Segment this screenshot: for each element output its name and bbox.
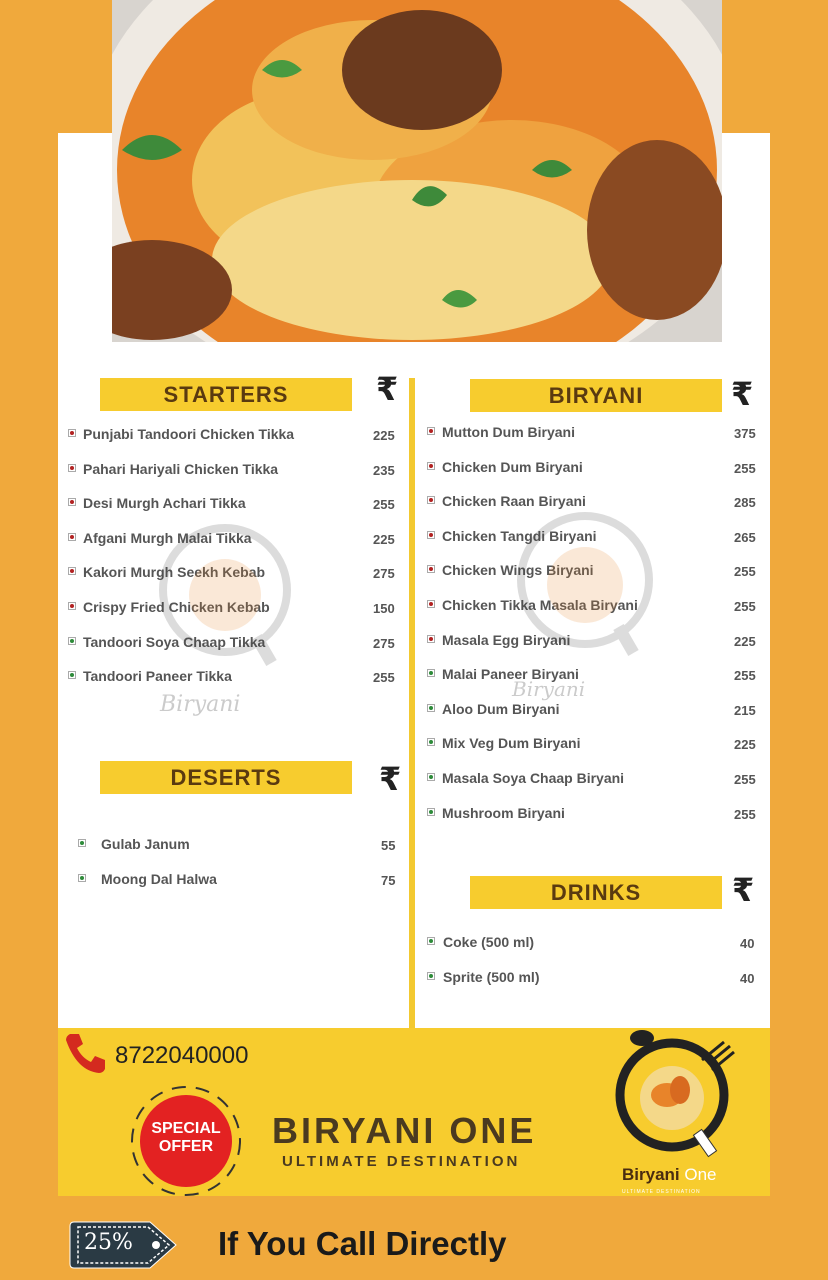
- menu-item-name: Chicken Raan Biryani: [442, 493, 586, 510]
- menu-item-price: 225: [734, 737, 756, 753]
- menu-item-price: 255: [373, 670, 395, 686]
- nonveg-mark-icon: [427, 496, 435, 504]
- menu-item-name: Gulab Janum: [101, 836, 190, 852]
- menu-item-name: Chicken Tangdi Biryani: [442, 527, 597, 544]
- menu-item-name: Afgani Murgh Malai Tikka: [83, 529, 252, 546]
- veg-mark-icon: [427, 972, 435, 980]
- menu-item-price: 55: [381, 838, 396, 853]
- veg-mark-icon: [427, 738, 435, 746]
- menu-item-name: Masala Egg Biryani: [442, 631, 571, 648]
- logo-text-2: One: [679, 1165, 717, 1184]
- menu-item-price: 150: [373, 601, 395, 616]
- logo-subtext: ULTIMATE DESTINATION: [622, 1189, 701, 1195]
- nonveg-mark-icon: [427, 531, 435, 539]
- logo-text-1: Biryani: [622, 1165, 680, 1184]
- veg-mark-icon: [427, 937, 435, 945]
- menu-item-name: Malai Paneer Biryani: [442, 666, 579, 683]
- call-directly-text: If You Call Directly: [218, 1225, 507, 1262]
- menu-item-price: 255: [734, 460, 756, 476]
- nonveg-mark-icon: [68, 602, 76, 610]
- discount-value: 25%: [84, 1230, 133, 1255]
- veg-mark-icon: [427, 704, 435, 712]
- menu-item-price: 255: [734, 564, 756, 580]
- menu-item-name: Mix Veg Dum Biryani: [442, 735, 581, 752]
- biryani-menu-item: [427, 770, 774, 790]
- biryani-hero-image: [112, 0, 722, 342]
- menu-item-name: Chicken Wings Biryani: [442, 562, 594, 579]
- special-offer-text: [130, 1120, 242, 1156]
- menu-item-name: Crispy Fried Chicken Kebab: [83, 599, 270, 615]
- nonveg-mark-icon: [68, 498, 76, 506]
- offer-label-1: SPECIAL: [151, 1120, 221, 1137]
- biryani-menu-item: [427, 735, 774, 755]
- biryani-heading: BIRYANI: [470, 379, 722, 412]
- deserts-rupee-icon: ₹: [379, 761, 402, 797]
- drinks-menu-item: [427, 969, 780, 989]
- veg-mark-icon: [427, 773, 435, 781]
- menu-item-name: Pahari Hariyali Chicken Tikka: [83, 460, 279, 477]
- menu-item-price: 255: [373, 497, 395, 513]
- veg-mark-icon: [78, 839, 86, 847]
- starters-rupee-icon: ₹: [376, 371, 399, 407]
- biryani-menu-item: [427, 666, 774, 686]
- starters-menu-item: [68, 495, 413, 515]
- menu-item-price: 235: [373, 462, 395, 478]
- menu-item-name: Desi Murgh Achari Tikka: [83, 495, 246, 512]
- starters-heading: STARTERS: [100, 378, 352, 411]
- nonveg-mark-icon: [427, 462, 435, 470]
- menu-item-price: 40: [740, 936, 755, 951]
- phone-number[interactable]: 8722040000: [115, 1042, 249, 1069]
- menu-item-price: 275: [373, 635, 395, 651]
- drinks-menu-item: [427, 934, 780, 954]
- menu-item-name: Chicken Tikka Masala Biryani: [442, 597, 638, 613]
- watermark-logo-left: [150, 515, 300, 680]
- drinks-rupee-icon: ₹: [732, 872, 755, 908]
- menu-item-price: 75: [381, 873, 396, 888]
- menu-item-price: 265: [734, 529, 756, 545]
- biryani-menu-item: [427, 459, 774, 479]
- starters-menu-item: [68, 426, 413, 446]
- nonveg-mark-icon: [68, 533, 76, 541]
- veg-mark-icon: [68, 637, 76, 645]
- nonveg-mark-icon: [68, 429, 76, 437]
- menu-item-name: Mutton Dum Biryani: [442, 424, 575, 440]
- menu-item-name: Punjabi Tandoori Chicken Tikka: [83, 426, 295, 442]
- nonveg-mark-icon: [427, 635, 435, 643]
- watermark-logo-right: [505, 500, 665, 665]
- nonveg-mark-icon: [427, 427, 435, 435]
- veg-mark-icon: [68, 671, 76, 679]
- veg-mark-icon: [78, 874, 86, 882]
- deserts-menu-item: [78, 871, 421, 891]
- veg-mark-icon: [427, 669, 435, 677]
- menu-item-name: Moong Dal Halwa: [101, 871, 217, 887]
- menu-item-price: 255: [734, 599, 756, 614]
- watermark-text-right: Biryani: [512, 677, 586, 701]
- nonveg-mark-icon: [427, 600, 435, 608]
- menu-item-name: Coke (500 ml): [443, 934, 535, 950]
- menu-item-price: 275: [373, 566, 395, 582]
- nonveg-mark-icon: [68, 567, 76, 575]
- menu-item-price: 225: [373, 428, 395, 443]
- biryani-menu-item: [427, 424, 774, 444]
- biryani-rupee-icon: ₹: [731, 376, 754, 412]
- deserts-heading: DESERTS: [100, 761, 352, 794]
- menu-item-name: Sprite (500 ml): [443, 969, 540, 985]
- menu-item-name: Tandoori Paneer Tikka: [83, 668, 232, 685]
- menu-item-price: 40: [740, 971, 755, 986]
- veg-mark-icon: [427, 808, 435, 816]
- menu-item-price: 225: [373, 531, 395, 547]
- menu-item-name: Masala Soya Chaap Biryani: [442, 770, 625, 786]
- menu-item-name: Aloo Dum Biryani: [442, 700, 560, 717]
- offer-label-2: OFFER: [158, 1138, 214, 1155]
- drinks-heading: DRINKS: [470, 876, 722, 909]
- biryani-menu-item: [427, 701, 774, 721]
- phone-icon: [62, 1030, 106, 1079]
- menu-item-price: 225: [734, 633, 756, 649]
- watermark-text-left: Biryani: [160, 692, 241, 717]
- menu-item-price: 215: [734, 702, 756, 718]
- biryani-one-logo: [612, 1030, 742, 1170]
- menu-item-name: Chicken Dum Biryani: [442, 458, 583, 475]
- menu-item-name: Kakori Murgh Seekh Kebab: [83, 564, 266, 581]
- deserts-menu-item: [78, 836, 421, 856]
- logo-text: [622, 1165, 717, 1185]
- nonveg-mark-icon: [68, 464, 76, 472]
- brand-name: BIRYANI ONE: [272, 1110, 537, 1151]
- menu-item-price: 255: [734, 806, 756, 822]
- menu-item-price: 375: [734, 426, 756, 441]
- nonveg-mark-icon: [427, 565, 435, 573]
- menu-item-price: 255: [734, 668, 756, 684]
- menu-item-price: 255: [734, 772, 756, 787]
- brand-tagline: ULTIMATE DESTINATION: [282, 1153, 521, 1170]
- menu-item-name: Mushroom Biryani: [442, 804, 565, 821]
- starters-menu-item: [68, 461, 413, 481]
- menu-item-price: 285: [734, 495, 756, 511]
- menu-item-name: Tandoori Soya Chaap Tikka: [83, 633, 266, 650]
- biryani-menu-item: [427, 805, 774, 825]
